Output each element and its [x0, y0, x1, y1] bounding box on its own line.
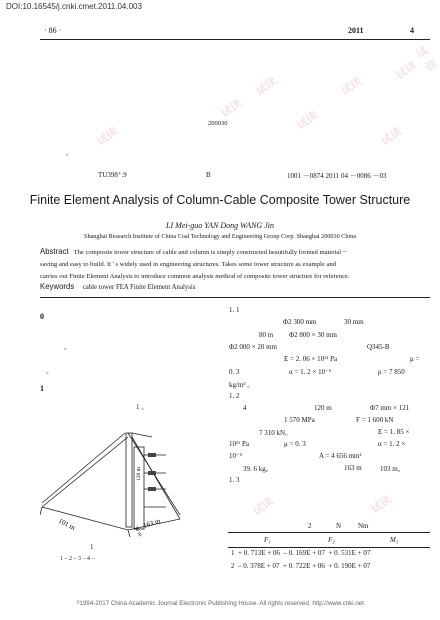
table-title-n: N	[336, 522, 342, 530]
postcode: 200030	[208, 120, 228, 127]
cable-strength: 1 570 MPa	[284, 416, 315, 424]
watermark: 试读	[393, 58, 420, 83]
param-mu-value: 0. 3	[229, 368, 240, 376]
label-101m: 101 m	[57, 516, 77, 533]
abstract-line-2: saving and easy to build. It ' s widely used in engineering structures. Takes some tower structure as example and	[40, 261, 336, 268]
figure-legend: 1 – 2 – 3 – 4 –	[60, 556, 95, 562]
dim-tick-r	[128, 530, 130, 537]
subsec-1-2: 1. 2	[229, 392, 240, 400]
abstract-line-1	[40, 246, 430, 259]
label-163m: 163 m	[142, 516, 162, 530]
param-section-1: Φ2 800 × 30 mm	[289, 331, 337, 339]
node-3	[148, 487, 156, 491]
tower-figure	[40, 415, 210, 540]
abstract-rule	[40, 297, 430, 298]
watermark: 试读	[338, 74, 365, 99]
figure-reference: 1 。	[136, 403, 149, 411]
cable-spec: Φ7 mm × 121	[370, 404, 410, 412]
watermark: 试读	[253, 74, 280, 99]
label-120m: 120 m	[136, 467, 142, 481]
keywords-text: cable tower FEA Finite Element Analysis	[82, 284, 196, 291]
section-0-heading: 0	[40, 312, 44, 321]
param-height: 80 m	[259, 331, 274, 339]
param-steel-grade: Q345-B	[367, 343, 390, 351]
table-cell: – 0. 169E + 07	[283, 549, 325, 557]
page-number: · 86 ·	[44, 26, 62, 35]
keywords-label: Keywords	[40, 282, 75, 291]
figure-caption: 1	[90, 543, 94, 551]
cable-count: 4	[243, 404, 247, 412]
node-1	[148, 453, 156, 457]
watermark: 试读	[294, 108, 321, 133]
header-rule	[40, 39, 430, 40]
watermark: 试读	[413, 43, 440, 75]
span-103: 103 m。	[380, 465, 405, 473]
param-diameter: Φ2 300 mm	[283, 318, 317, 326]
table-cell: + 0. 722E + 06	[282, 562, 325, 570]
cable-modulus-unit: 10¹¹ Pa	[229, 440, 249, 448]
subsec-1-3: 1. 3	[229, 476, 240, 484]
mark-a: 。	[64, 343, 71, 351]
top-arm	[132, 433, 152, 437]
table-header-rule	[228, 547, 430, 548]
table-header-m3: M₃	[390, 536, 399, 544]
table-top-rule	[228, 532, 430, 533]
watermark: 试读	[218, 96, 245, 121]
abstract-label: Abstract	[40, 247, 69, 256]
tower-column-2	[134, 447, 144, 529]
journal-year: 2011	[348, 26, 364, 35]
table-row-1	[231, 549, 370, 557]
dim-tick-l	[40, 507, 42, 515]
abstract	[40, 246, 430, 283]
table-header-f1: F₁	[264, 536, 271, 544]
abstract-text-1: The composite tower structure of cable and column is simply constructed beautifully formed material－	[73, 249, 348, 256]
cable-alpha-exp: 10⁻⁵	[229, 452, 243, 460]
section-1-heading: 1	[40, 384, 44, 393]
cable-left-2	[42, 437, 128, 507]
affiliation: Shanghai Research Institute of China Coal Technology and Engineering Group Corp. Shanghai 200030 China	[84, 233, 356, 240]
table-title-nm: Nm	[358, 522, 369, 530]
param-section-2: Φ2 000 × 20 mm	[229, 343, 277, 351]
param-thickness: 30 mm	[344, 318, 364, 326]
span-163: 163 m	[344, 464, 362, 472]
table-cell: + 0. 190E + 07	[328, 562, 371, 570]
param-mu-label: μ =	[410, 355, 420, 363]
subsec-1-1: 1. 1	[229, 306, 240, 314]
table-cell: 1	[231, 549, 235, 557]
abstract-line-3: carries out Finite Element Analysis to introduce common analysis method of composite tower structure for reference.	[40, 273, 350, 280]
table-cell: + 0. 713E + 06	[238, 549, 280, 557]
param-rho: ρ = 7 850	[378, 368, 405, 376]
ground-line-1	[42, 507, 128, 530]
table-header-f2: F₂	[328, 536, 335, 544]
cable-area: A = 4 656 mm²	[319, 452, 362, 460]
tower-column	[126, 433, 132, 527]
table-row-2	[231, 562, 370, 570]
param-rho-unit: kg/m³ 。	[229, 381, 255, 389]
article-number: 1001 －0874 2011 04 －0086 －03	[287, 172, 387, 180]
cable-alpha: α = 1. 2 ×	[378, 440, 406, 448]
authors: LI Mei-guo YAN Dong WANG Jin	[166, 221, 274, 230]
doi-line: DOI:10.16545/j.cnki.cmet.2011.04.003	[6, 2, 142, 11]
bullet-mark: 。	[66, 149, 73, 157]
node-2	[148, 471, 156, 475]
cable-length: 120 m	[314, 404, 332, 412]
table-title-num: 2	[308, 522, 312, 530]
classification-number: TU398⁺.9	[98, 171, 127, 179]
table-cell: – 0. 378E + 07	[238, 562, 280, 570]
table-cell: 2	[231, 562, 235, 570]
watermark: 试读	[378, 124, 405, 149]
watermark: 试读	[250, 494, 277, 519]
document-code: B	[206, 171, 211, 179]
english-title: Finite Element Analysis of Column-Cable Composite Tower Structure	[29, 193, 411, 207]
label-30m: 30 m	[132, 525, 144, 538]
param-modulus: E = 2. 06 × 10¹¹ Pa	[284, 355, 338, 363]
cable-weight: 39. 6 kg。	[243, 465, 273, 473]
cable-left-1	[42, 433, 125, 503]
keywords	[40, 282, 195, 291]
cable-force: F = 1 600 kN	[356, 416, 394, 424]
table-cell: + 0. 531E + 07	[328, 549, 371, 557]
copyright-footer: ?1994-2017 China Academic Journal Electronic Publishing House. All rights reserved. http://www.cnki.net	[76, 600, 364, 607]
journal-issue: 4	[410, 26, 414, 35]
param-alpha: α = 1. 2 × 10⁻⁵	[289, 368, 332, 376]
cable-mu: μ = 0. 3	[284, 440, 306, 448]
mark-b: 。	[46, 367, 53, 375]
watermark: 试读	[368, 492, 395, 517]
cable-break: 7 310 kN。	[259, 429, 293, 437]
cable-modulus: E = 1. 85 ×	[378, 428, 410, 436]
watermark: 试读	[94, 124, 121, 149]
